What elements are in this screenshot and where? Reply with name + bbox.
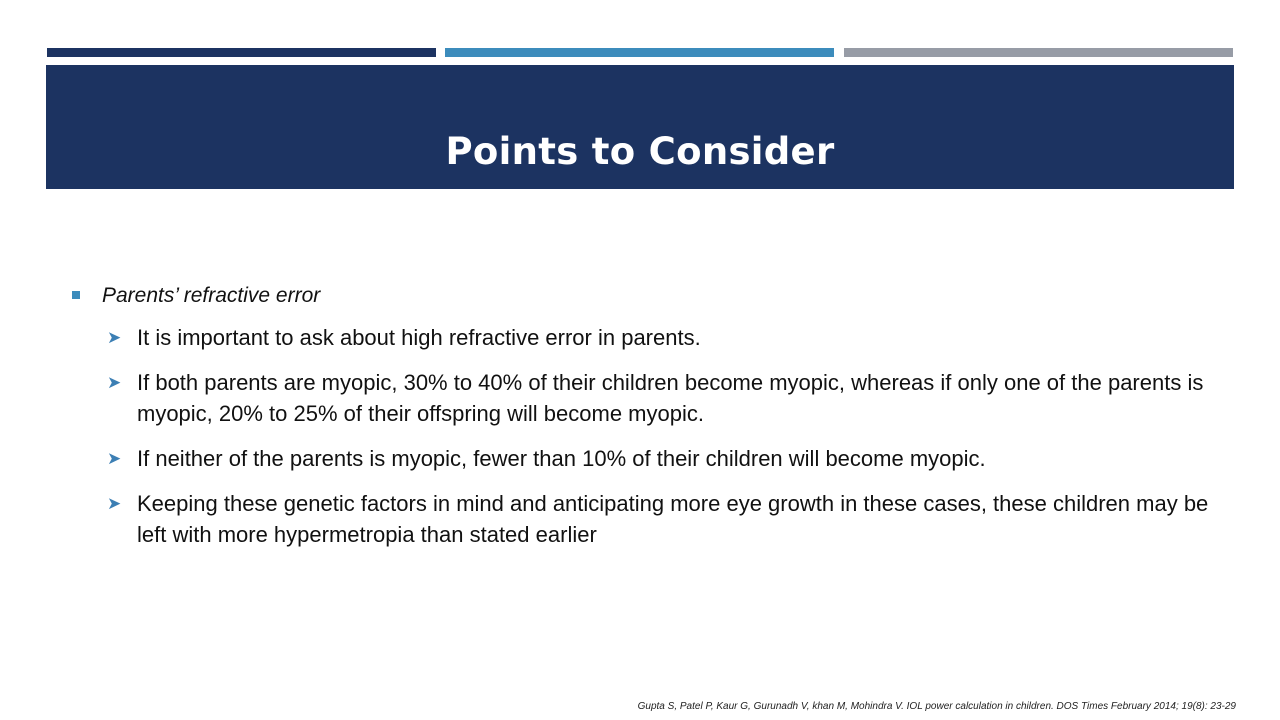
sub-bullet-text: It is important to ask about high refractive error in parents. [137,325,701,350]
sub-bullet-text: If neither of the parents is myopic, fewer than 10% of their children will become myopic. [137,446,986,471]
sub-bullet-item [107,367,1232,429]
arrow-bullet-icon: ➤ [107,328,122,347]
slide-content [72,284,1232,564]
arrow-bullet-icon: ➤ [107,449,122,468]
sub-bullet-item [107,322,1232,353]
citation: Gupta S, Patel P, Kaur G, Gurunadh V, khan M, Mohindra V. IOL power calculation in children. DOS Times February 2014; 19(8): 23-29 [637,701,1236,712]
bullet-item [72,284,1232,308]
sub-bullet-item [107,443,1232,474]
sub-bullet-item [107,488,1232,550]
sub-bullet-text: If both parents are myopic, 30% to 40% of their children become myopic, whereas if only one of the parents is myopic, 20% to 25% of their offspring will become myopic. [137,370,1204,426]
slide-title: Points to Consider [445,130,835,173]
sub-bullet-text: Keeping these genetic factors in mind and anticipating more eye growth in these cases, these children may be left with more hypermetropia than stated earlier [137,491,1209,547]
arrow-bullet-icon: ➤ [107,373,122,392]
arrow-bullet-icon: ➤ [107,494,122,513]
accent-bar-blue [445,48,834,57]
square-bullet-icon [72,291,80,299]
accent-bar-gray [844,48,1233,57]
sub-bullet-list [72,322,1232,550]
title-band [46,65,1234,189]
accent-bar-navy [47,48,436,57]
bullet-label: Parents’ refractive error [102,284,321,307]
